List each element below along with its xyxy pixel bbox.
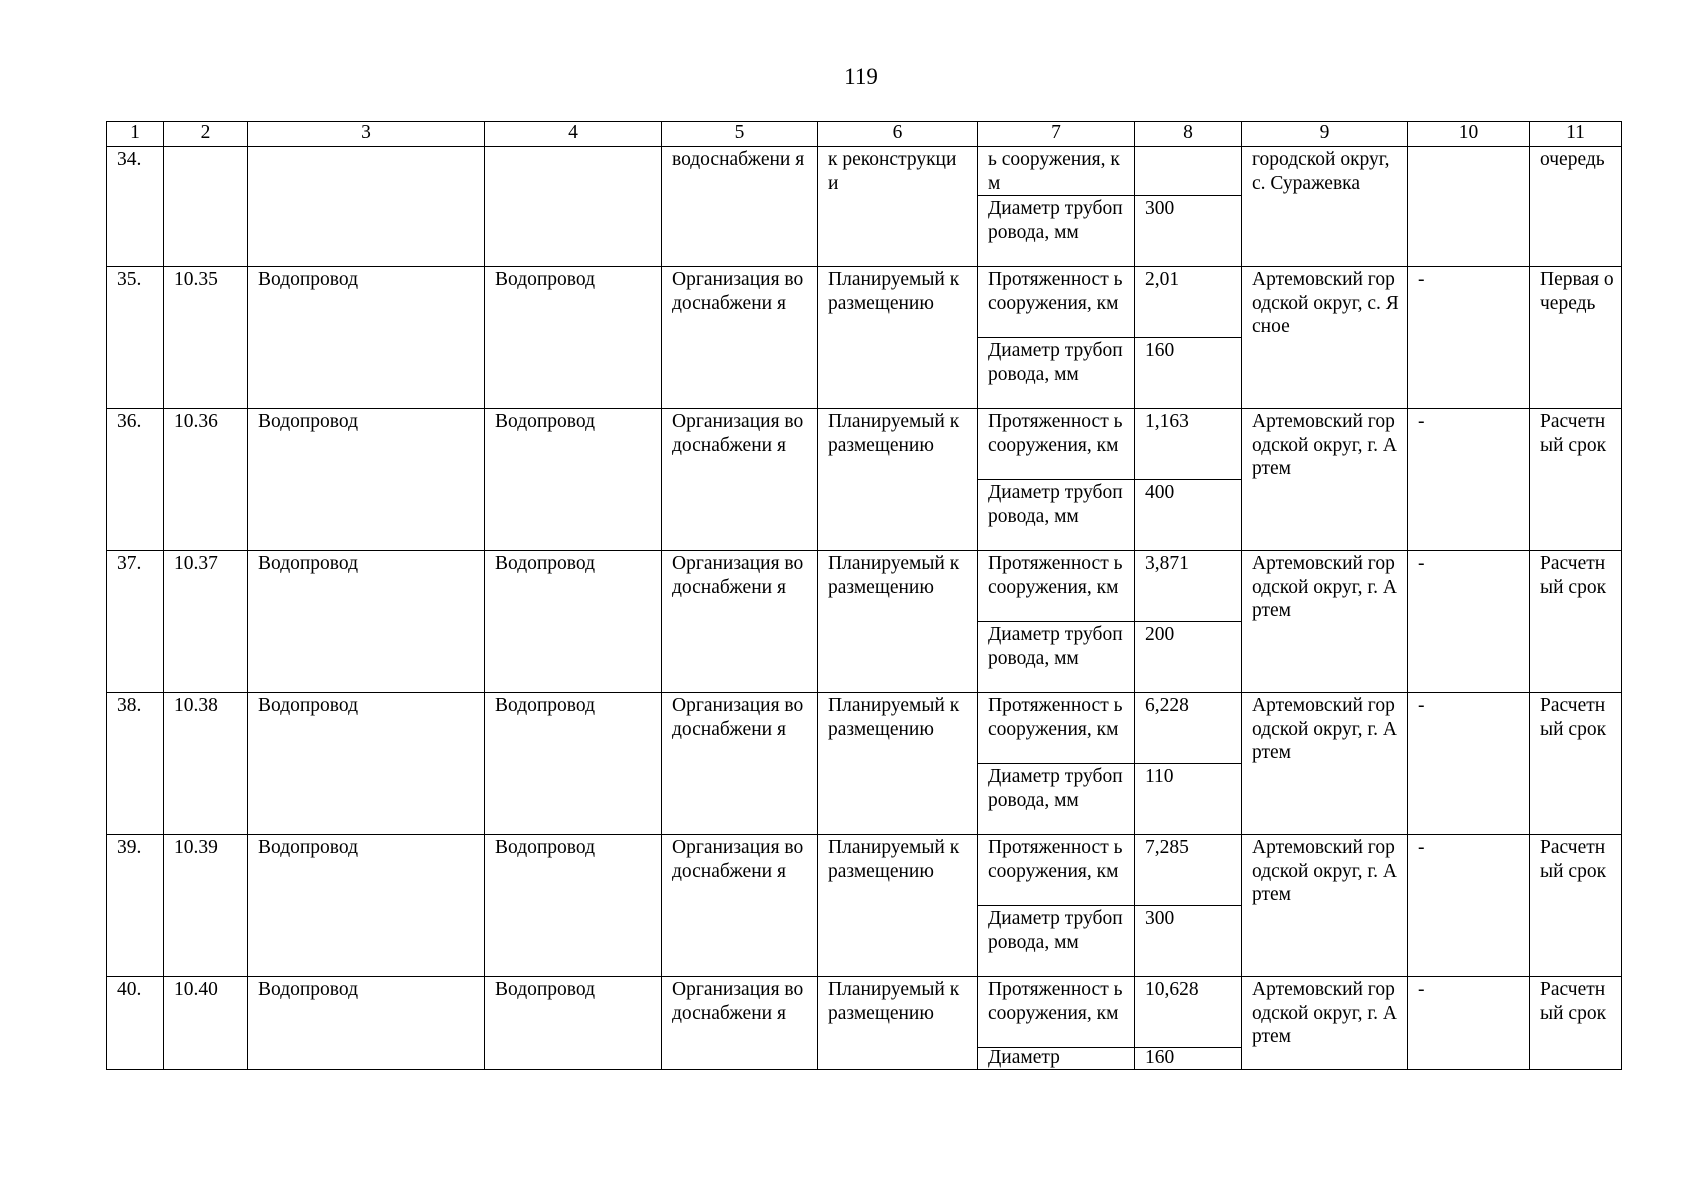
object-purpose: Организация водоснабжени я: [662, 267, 818, 409]
object-code: 10.35: [164, 267, 248, 409]
object-type: Водопровод: [248, 693, 485, 835]
object-status: Планируемый к размещению: [818, 409, 978, 551]
object-location: Артемовский городской округ, г. Артем: [1242, 409, 1408, 551]
table-row: [107, 977, 1622, 1048]
page-number: 119: [844, 64, 878, 89]
parameter-value: 6,228: [1135, 693, 1242, 764]
object-status: Планируемый к размещению: [818, 977, 978, 1070]
row-number: 38.: [107, 693, 164, 835]
table-row: [107, 693, 1622, 764]
implementation-term: Расчетн ый срок: [1530, 409, 1622, 551]
column-header: 7: [978, 122, 1135, 147]
parameter-label: Диаметр трубопровода, мм: [978, 622, 1135, 693]
object-code: 10.36: [164, 409, 248, 551]
object-name: Водопровод: [485, 835, 662, 977]
object-name: Водопровод: [485, 977, 662, 1070]
parameter-label: Диаметр трубопровода, мм: [978, 480, 1135, 551]
parameter-value: 200: [1135, 622, 1242, 693]
parameter-label: Протяженност ь сооружения, км: [978, 551, 1135, 622]
row-number: 40.: [107, 977, 164, 1070]
column-10-value: -: [1408, 409, 1530, 551]
object-code: 10.39: [164, 835, 248, 977]
implementation-term: Первая очередь: [1530, 267, 1622, 409]
implementation-term: Расчетн ый срок: [1530, 693, 1622, 835]
parameter-value: 3,871: [1135, 551, 1242, 622]
table-row: [107, 835, 1622, 906]
column-header: 5: [662, 122, 818, 147]
column-header: 6: [818, 122, 978, 147]
implementation-term: очередь: [1530, 147, 1622, 267]
object-name: Водопровод: [485, 267, 662, 409]
parameter-label: Диаметр: [978, 1048, 1135, 1070]
parameter-value: 7,285: [1135, 835, 1242, 906]
row-number: 36.: [107, 409, 164, 551]
column-header: 1: [107, 122, 164, 147]
object-location: городской округ, с. Суражевка: [1242, 147, 1408, 267]
parameter-value: 160: [1135, 1048, 1242, 1070]
parameter-label: Протяженност ь сооружения, км: [978, 693, 1135, 764]
parameter-value: 110: [1135, 764, 1242, 835]
object-name: Водопровод: [485, 551, 662, 693]
object-purpose: Организация водоснабжени я: [662, 693, 818, 835]
parameter-value: [1135, 147, 1242, 196]
column-header: 8: [1135, 122, 1242, 147]
parameter-value: 160: [1135, 338, 1242, 409]
table-row: [107, 267, 1622, 338]
implementation-term: Расчетн ый срок: [1530, 551, 1622, 693]
parameter-label: Протяженност ь сооружения, км: [978, 977, 1135, 1048]
implementation-term: Расчетн ый срок: [1530, 977, 1622, 1070]
column-header: 10: [1408, 122, 1530, 147]
column-10-value: -: [1408, 835, 1530, 977]
row-number: 35.: [107, 267, 164, 409]
row-number: 34.: [107, 147, 164, 267]
parameter-label: Диаметр трубопровода, мм: [978, 906, 1135, 977]
object-purpose: Организация водоснабжени я: [662, 835, 818, 977]
column-header: 2: [164, 122, 248, 147]
object-location: Артемовский городской округ, г. Артем: [1242, 693, 1408, 835]
row-number: 39.: [107, 835, 164, 977]
object-type: Водопровод: [248, 977, 485, 1070]
object-code: 10.40: [164, 977, 248, 1070]
object-type: Водопровод: [248, 267, 485, 409]
object-name: Водопровод: [485, 409, 662, 551]
column-header: 3: [248, 122, 485, 147]
table-row: [107, 147, 1622, 196]
column-10-value: -: [1408, 693, 1530, 835]
object-code: 10.37: [164, 551, 248, 693]
parameter-label: Протяженност ь сооружения, км: [978, 835, 1135, 906]
parameter-label: Диаметр трубопровода, мм: [978, 338, 1135, 409]
implementation-term: Расчетн ый срок: [1530, 835, 1622, 977]
object-location: Артемовский городской округ, г. Артем: [1242, 551, 1408, 693]
infrastructure-table: [106, 121, 1622, 1070]
column-10-value: -: [1408, 551, 1530, 693]
column-10-value: -: [1408, 977, 1530, 1070]
object-status: Планируемый к размещению: [818, 267, 978, 409]
object-name: [485, 147, 662, 267]
parameter-value: 400: [1135, 480, 1242, 551]
column-number-row: [107, 122, 1622, 147]
column-10-value: [1408, 147, 1530, 267]
column-header: 9: [1242, 122, 1408, 147]
parameter-label: Протяженност ь сооружения, км: [978, 409, 1135, 480]
object-purpose: Организация водоснабжени я: [662, 977, 818, 1070]
parameter-label: Протяженност ь сооружения, км: [978, 267, 1135, 338]
object-code: [164, 147, 248, 267]
object-type: [248, 147, 485, 267]
object-status: Планируемый к размещению: [818, 835, 978, 977]
object-purpose: Организация водоснабжени я: [662, 551, 818, 693]
parameter-value: 10,628: [1135, 977, 1242, 1048]
parameter-value: 300: [1135, 196, 1242, 267]
object-status: к реконструкци и: [818, 147, 978, 267]
object-location: Артемовский городской округ, г. Артем: [1242, 835, 1408, 977]
table-row: [107, 551, 1622, 622]
object-location: Артемовский городской округ, г. Артем: [1242, 977, 1408, 1070]
object-type: Водопровод: [248, 551, 485, 693]
parameter-value: 2,01: [1135, 267, 1242, 338]
parameter-label: ь сооружения, км: [978, 147, 1135, 196]
object-type: Водопровод: [248, 835, 485, 977]
column-header: 11: [1530, 122, 1622, 147]
object-status: Планируемый к размещению: [818, 693, 978, 835]
object-purpose: водоснабжени я: [662, 147, 818, 267]
object-type: Водопровод: [248, 409, 485, 551]
parameter-label: Диаметр трубопровода, мм: [978, 764, 1135, 835]
row-number: 37.: [107, 551, 164, 693]
object-name: Водопровод: [485, 693, 662, 835]
parameter-label: Диаметр трубопровода, мм: [978, 196, 1135, 267]
parameter-value: 1,163: [1135, 409, 1242, 480]
object-status: Планируемый к размещению: [818, 551, 978, 693]
object-code: 10.38: [164, 693, 248, 835]
column-header: 4: [485, 122, 662, 147]
column-10-value: -: [1408, 267, 1530, 409]
table-row: [107, 409, 1622, 480]
object-purpose: Организация водоснабжени я: [662, 409, 818, 551]
parameter-value: 300: [1135, 906, 1242, 977]
object-location: Артемовский городской округ, с. Ясное: [1242, 267, 1408, 409]
